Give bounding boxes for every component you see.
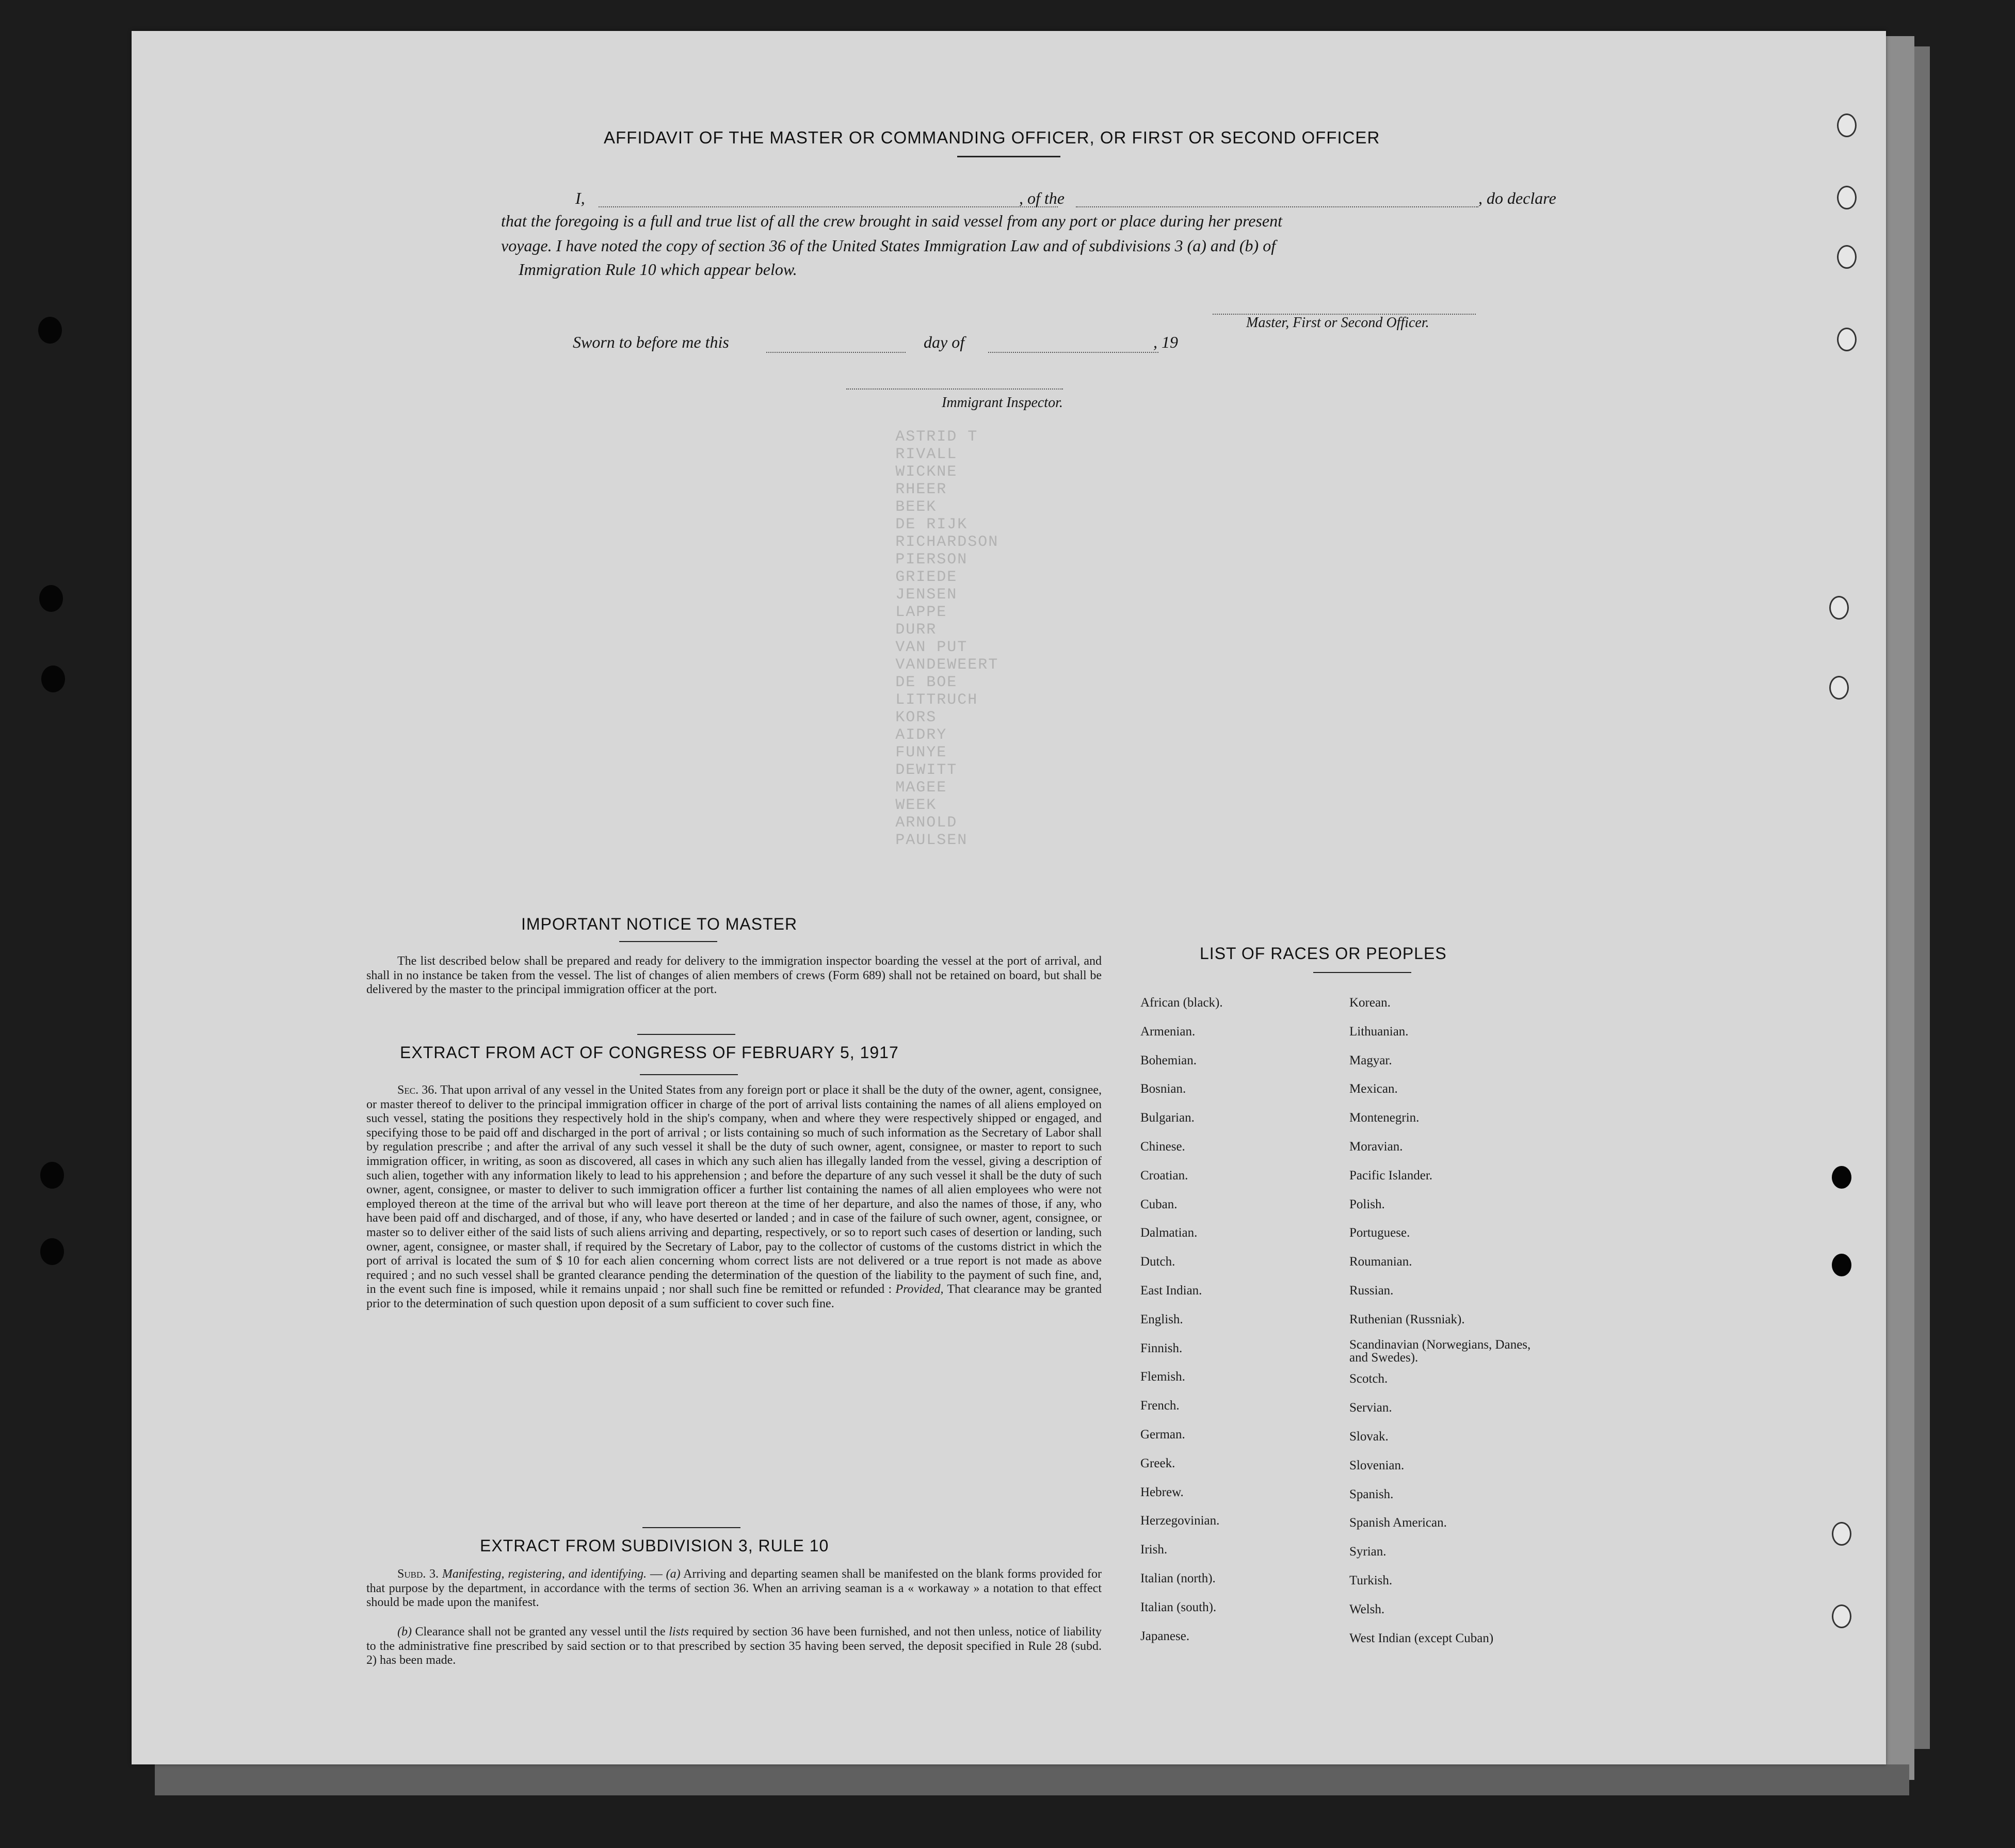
inspector-label: Immigrant Inspector. xyxy=(942,395,1063,411)
binder-hole-icon xyxy=(1832,1254,1851,1276)
races-underline xyxy=(1313,972,1411,973)
affidavit-title: AFFIDAVIT OF THE MASTER OR COMMANDING OFFICER, OR FIRST OR SECOND OFFICER xyxy=(604,128,1380,147)
subd-a-label: (a) xyxy=(666,1567,681,1581)
act-extract-title: EXTRACT FROM ACT OF CONGRESS OF FEBRUARY 5, 1917 xyxy=(400,1043,899,1062)
race-item: Irish. xyxy=(1140,1543,1168,1557)
proviso-label: Provided, xyxy=(895,1283,944,1296)
section-divider xyxy=(637,1034,735,1035)
race-item: English. xyxy=(1140,1312,1183,1326)
act-extract-underline xyxy=(640,1074,738,1075)
sworn-day-blank[interactable] xyxy=(766,352,906,353)
binder-ring-icon xyxy=(1837,186,1857,209)
race-item: Polish. xyxy=(1349,1197,1385,1211)
race-item: Herzegovinian. xyxy=(1140,1514,1220,1528)
race-item: Croatian. xyxy=(1140,1168,1188,1182)
race-item: Portuguese. xyxy=(1349,1226,1410,1240)
race-item: Hebrew. xyxy=(1140,1485,1184,1499)
race-item: Finnish. xyxy=(1140,1341,1183,1355)
race-item: Bohemian. xyxy=(1140,1053,1197,1067)
race-item: Syrian. xyxy=(1349,1545,1387,1559)
day-of-text: day of xyxy=(924,333,965,351)
race-item: Turkish. xyxy=(1349,1574,1393,1587)
sec-36-text: That upon arrival of any vessel in the United States from any foreign port or place it shall be the duty of the owner, agent, consignee, or master thereof to deliver to the principal immigration officer in charge of the port of arrival lists containing the names of all aliens employed on such vessel, stating the positions they respectively hold in the ship's company, when and where they were respectively shipped or engaged, and specifying those to be paid off and discharged in the port of arrival ; or lists containing so much of such information as the Secretary of Labor shall by regulation prescribe ; and after the arrival of any such vessel it shall be the duty of such owner, agent, consignee, or master to report to such immigration officer, in writing, as soon as discovered, all cases in which any such alien has illegally landed from the vessel, giving a description of such alien, together with any information likely to lead to his apprehension ; and before the departure of any such vessel it shall be the duty of such owner, agent, consignee, or master to deliver to such immigration officer a further list containing the names of all alien employees who were not employed thereon at the time of the arrival but who will leave port thereon at the time of her departure, and also the names of those, if any, who have been paid off and discharged, and of those, if any, who have deserted or landed ; and in case of the failure of such owner, agent, consignee, or master so to deliver either of the said lists of such aliens arriving and departing, respectively, or so to report such cases of desertion or landing, such owner, agent, consignee, or master shall, if required by the Secretary of Labor, pay to the collector of customs of the customs district in which the port of arrival is located the sum of $ 10 for each alien concerning whom correct lists are not delivered or a true report is not made as above required ; and no such vessel shall be granted clearance pending the determination of the question of the liability to the payment of such fine, and, in the event such fine is imposed, while it remains unpaid ; nor shall such fine be remitted or refunded : xyxy=(366,1083,1102,1296)
binder-hole-icon xyxy=(41,666,65,692)
binder-hole-icon xyxy=(38,317,62,344)
sec-label: Sec. 36. xyxy=(397,1083,438,1097)
race-item: Scandinavian (Norwegians, Danes, and Swedes). xyxy=(1349,1337,1531,1365)
race-item: Korean. xyxy=(1349,996,1391,1010)
race-item: Italian (north). xyxy=(1140,1571,1216,1585)
race-item: Japanese. xyxy=(1140,1629,1190,1643)
affidavit-line4: Immigration Rule 10 which appear below. xyxy=(519,260,797,279)
race-item: Scotch. xyxy=(1349,1372,1388,1386)
binder-hole-icon xyxy=(39,585,63,612)
race-item: Italian (south). xyxy=(1140,1600,1217,1614)
binder-ring-icon xyxy=(1829,676,1849,700)
affidavit-do-declare: , do declare xyxy=(1478,189,1556,207)
notice-text: The list described below shall be prepared and ready for delivery to the immigration inspector boarding the vessel at the port of arrival, and shall in no instance be taken from the vessel. The list of changes of alien members of crews (Form 689) shall not be retained on board, but shall be delivered by the master to the principal immigration officer at the port. xyxy=(366,954,1102,997)
race-item: Bosnian. xyxy=(1140,1082,1186,1096)
notice-title: IMPORTANT NOTICE TO MASTER xyxy=(521,915,798,933)
act-extract-text xyxy=(366,1083,1102,1311)
race-item: Montenegrin. xyxy=(1349,1111,1420,1125)
race-item: Armenian. xyxy=(1140,1024,1196,1039)
section-divider xyxy=(642,1527,740,1528)
race-item: Chinese. xyxy=(1140,1140,1185,1154)
subd-heading: Manifesting, registering, and identifying. xyxy=(442,1567,647,1581)
race-item: Spanish American. xyxy=(1349,1516,1447,1530)
name-blank[interactable] xyxy=(599,206,1058,207)
race-item: West Indian (except Cuban) xyxy=(1349,1631,1494,1645)
title-underline xyxy=(957,156,1060,157)
race-item: Flemish. xyxy=(1140,1370,1185,1384)
race-item: Welsh. xyxy=(1349,1602,1385,1616)
race-item: Moravian. xyxy=(1349,1140,1403,1154)
binder-ring-icon xyxy=(1837,328,1857,351)
race-item: Ruthenian (Russniak). xyxy=(1349,1312,1465,1326)
bleed-through-text: ASTRID T RIVALL WICKNE RHEER BEEK DE RIJK RICHARDSON PIERSON GRIEDE JENSEN LAPPE DURR VAN PUT VANDEWEERT DE BOE LITTRUCH KORS AIDRY FUNYE DEWITT MAGEE WEEK ARNOLD PAULSEN xyxy=(895,428,999,849)
affidavit-i: I, xyxy=(575,189,585,207)
subd-b-text-2: required by section 36 have been furnished, and not then unless, notice of liability to the administrative fine prescribed by said section or to that prescribed by section 35 having been served, the deposit specified in Rule 28 (subd. 2) has been made. xyxy=(366,1625,1102,1667)
vessel-blank[interactable] xyxy=(1076,206,1478,207)
binder-ring-icon xyxy=(1832,1604,1851,1628)
race-item: Cuban. xyxy=(1140,1197,1178,1211)
subd-b-text-1: Clearance shall not be granted any vessel until the xyxy=(415,1625,666,1639)
race-item: Slovak. xyxy=(1349,1430,1389,1444)
binder-ring-icon xyxy=(1837,114,1857,137)
affidavit-line2: that the foregoing is a full and true list of all the crew brought in said vessel from any port or place during her present xyxy=(501,212,1282,230)
binder-hole-icon xyxy=(1832,1166,1851,1189)
rule-extract-title: EXTRACT FROM SUBDIVISION 3, RULE 10 xyxy=(480,1536,829,1555)
inspector-signature-line[interactable] xyxy=(846,388,1063,390)
race-item: Bulgarian. xyxy=(1140,1111,1195,1125)
subd-a-text: Arriving and departing seamen shall be manifested on the blank forms provided for that purpose by the department, in accordance with the terms of section 36. When an arriving seaman is a « workaway » a notation to that effect should be made upon the manifest. xyxy=(366,1567,1102,1610)
month-blank[interactable] xyxy=(988,352,1158,353)
race-item: Roumanian. xyxy=(1349,1255,1412,1269)
sworn-text: Sworn to before me this xyxy=(573,333,729,351)
race-item: Dutch. xyxy=(1140,1255,1175,1269)
binder-ring-icon xyxy=(1829,596,1849,620)
race-item: Greek. xyxy=(1140,1456,1175,1470)
race-item: German. xyxy=(1140,1428,1185,1441)
binder-hole-icon xyxy=(40,1238,64,1265)
race-item: Slovenian. xyxy=(1349,1458,1405,1472)
race-item: Servian. xyxy=(1349,1401,1392,1415)
race-item: Magyar. xyxy=(1349,1053,1392,1067)
race-item: French. xyxy=(1140,1399,1180,1413)
rule-extract-b xyxy=(366,1625,1102,1668)
notice-underline xyxy=(619,941,717,942)
manifest-page xyxy=(132,31,1886,1764)
race-item: Mexican. xyxy=(1349,1082,1398,1096)
subd-b-lists: lists xyxy=(669,1625,689,1639)
subd-label: Subd. 3. xyxy=(397,1567,439,1581)
race-item: Russian. xyxy=(1349,1284,1394,1298)
affidavit-of-the: , of the xyxy=(1019,189,1065,207)
races-title: LIST OF RACES OR PEOPLES xyxy=(1200,944,1447,963)
race-item: Spanish. xyxy=(1349,1487,1394,1501)
race-item: East Indian. xyxy=(1140,1284,1202,1298)
race-item: Pacific Islander. xyxy=(1349,1168,1433,1182)
rule-extract-a: Subd. 3. Manifesting, registering, and identifying. — (a) Arriving and departing seamen shall be manifested on the blank forms provided for that purpose by the department, in accordance with the terms of section 36. When an arriving seaman is a « workaway » a notation to that effect should be made upon the manifest. xyxy=(366,1567,1102,1610)
master-signature-label: Master, First or Second Officer. xyxy=(1246,315,1429,331)
proviso-text: That clearance may be granted prior to the determination of such question upon deposit of a sum sufficient to cover such fine. xyxy=(366,1283,1102,1310)
race-item: Lithuanian. xyxy=(1349,1024,1409,1039)
binder-ring-icon xyxy=(1837,245,1857,269)
year-text: , 19 xyxy=(1153,333,1178,351)
binder-hole-icon xyxy=(40,1162,64,1189)
binder-ring-icon xyxy=(1832,1522,1851,1546)
affidavit-line3: voyage. I have noted the copy of section 36 of the United States Immigration Law and of subdivisions 3 (a) and (b) of xyxy=(501,236,1276,255)
race-item: African (black). xyxy=(1140,996,1223,1010)
subd-b-label: (b) xyxy=(397,1625,412,1639)
race-item: Dalmatian. xyxy=(1140,1226,1198,1240)
